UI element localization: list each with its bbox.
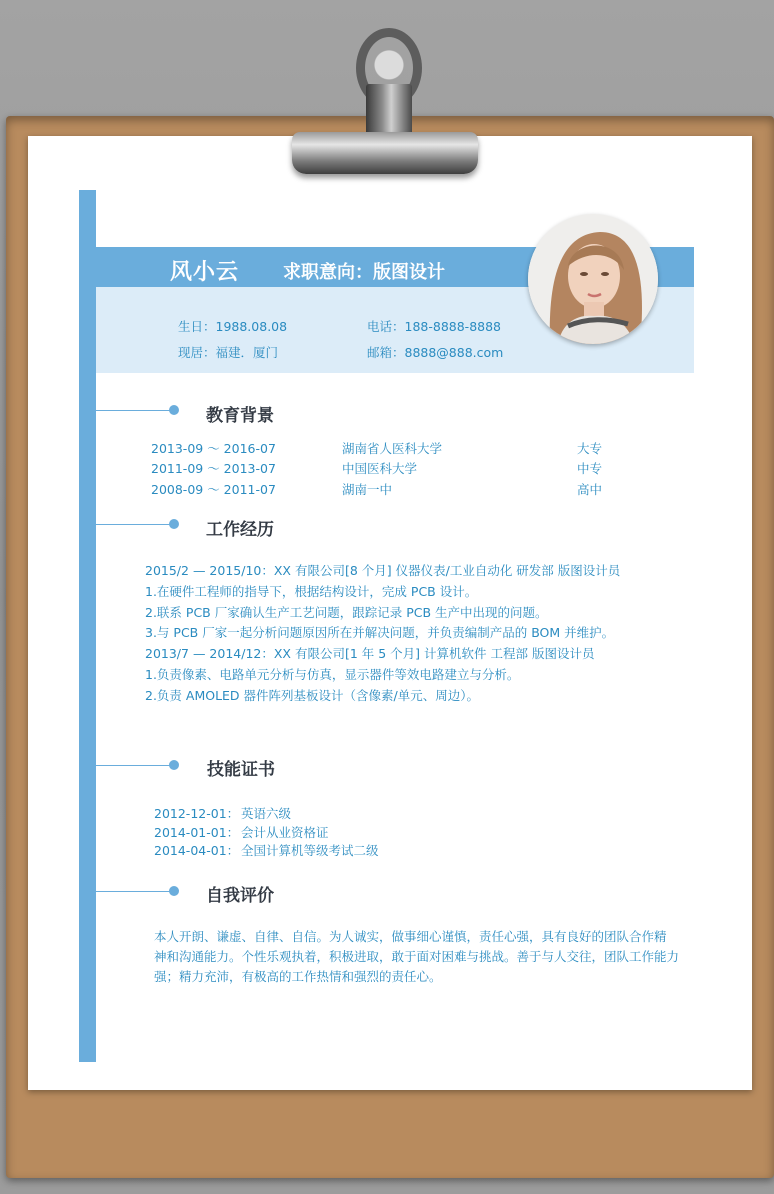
skill-date: 2012-12-01： xyxy=(154,806,240,821)
work-line: 3.与 PCB 厂家一起分析问题原因所在并解决问题，并负责编制产品的 BOM 并维护。 xyxy=(145,625,615,640)
avatar-photo xyxy=(528,214,658,344)
self-evaluation-line: 本人开朗、谦虚、自律、自信。为人诚实，做事细心谨慎，责任心强，具有良好的团队合作精 xyxy=(154,929,667,944)
education-period: 2011-09 ～ 2013-07 xyxy=(151,461,276,476)
education-degree: 中专 xyxy=(577,461,603,476)
skill-name: 会计从业资格证 xyxy=(241,825,329,840)
email-address: 邮箱：8888@888.com xyxy=(367,345,504,360)
binder-clip xyxy=(292,132,478,174)
accent-vertical-bar xyxy=(79,190,96,1062)
section-title-work: 工作经历 xyxy=(206,520,274,540)
education-period: 2013-09 ～ 2016-07 xyxy=(151,441,276,456)
self-evaluation-line: 神和沟通能力。个性乐观执着，积极进取，敢于面对困难与挑战。善于与人交往，团队工作能力 xyxy=(154,949,680,964)
self-evaluation-line: 强；精力充沛，有极高的工作热情和强烈的责任心。 xyxy=(154,969,442,984)
section-bullet-dot xyxy=(169,760,179,770)
portrait-image xyxy=(528,214,658,344)
section-connector-line xyxy=(96,765,176,766)
education-degree: 高中 xyxy=(577,482,603,497)
skill-date: 2014-04-01： xyxy=(154,843,240,858)
work-line: 1.在硬件工程师的指导下，根据结构设计，完成 PCB 设计。 xyxy=(145,584,478,599)
phone-number: 电话：188-8888-8888 xyxy=(367,319,502,334)
education-school: 湖南一中 xyxy=(342,482,393,497)
work-line: 2013/7 — 2014/12：XX 有限公司[1 年 5 个月] 计算机软件 工程部 版图设计员 xyxy=(145,646,595,661)
section-title-education: 教育背景 xyxy=(206,406,274,426)
residence: 现居：福建．厦门 xyxy=(178,345,279,360)
job-intent: 求职意向：版图设计 xyxy=(283,262,445,283)
education-school: 湖南省人医科大学 xyxy=(342,441,443,456)
education-period: 2008-09 ～ 2011-07 xyxy=(151,482,276,497)
section-connector-line xyxy=(96,410,176,411)
section-title-skills: 技能证书 xyxy=(207,760,275,780)
section-connector-line xyxy=(96,891,176,892)
candidate-name: 风小云 xyxy=(170,260,240,285)
skill-name: 英语六级 xyxy=(241,806,292,821)
section-bullet-dot xyxy=(169,519,179,529)
work-line: 2.负责 AMOLED 器件阵列基板设计（含像素/单元、周边）。 xyxy=(145,688,479,703)
education-degree: 大专 xyxy=(577,441,603,456)
work-line: 2015/2 — 2015/10：XX 有限公司[8 个月] 仪器仪表/工业自动化 研发部 版图设计员 xyxy=(145,563,621,578)
section-title-self: 自我评价 xyxy=(206,886,274,906)
birth-date: 生日：1988.08.08 xyxy=(178,319,288,334)
education-school: 中国医科大学 xyxy=(342,461,418,476)
section-connector-line xyxy=(96,524,176,525)
skill-date: 2014-01-01： xyxy=(154,825,240,840)
section-bullet-dot xyxy=(169,405,179,415)
section-bullet-dot xyxy=(169,886,179,896)
work-line: 1.负责像素、电路单元分析与仿真，显示器件等效电路建立与分析。 xyxy=(145,667,520,682)
work-line: 2.联系 PCB 厂家确认生产工艺问题，跟踪记录 PCB 生产中出现的问题。 xyxy=(145,605,548,620)
skill-name: 全国计算机等级考试二级 xyxy=(241,843,379,858)
